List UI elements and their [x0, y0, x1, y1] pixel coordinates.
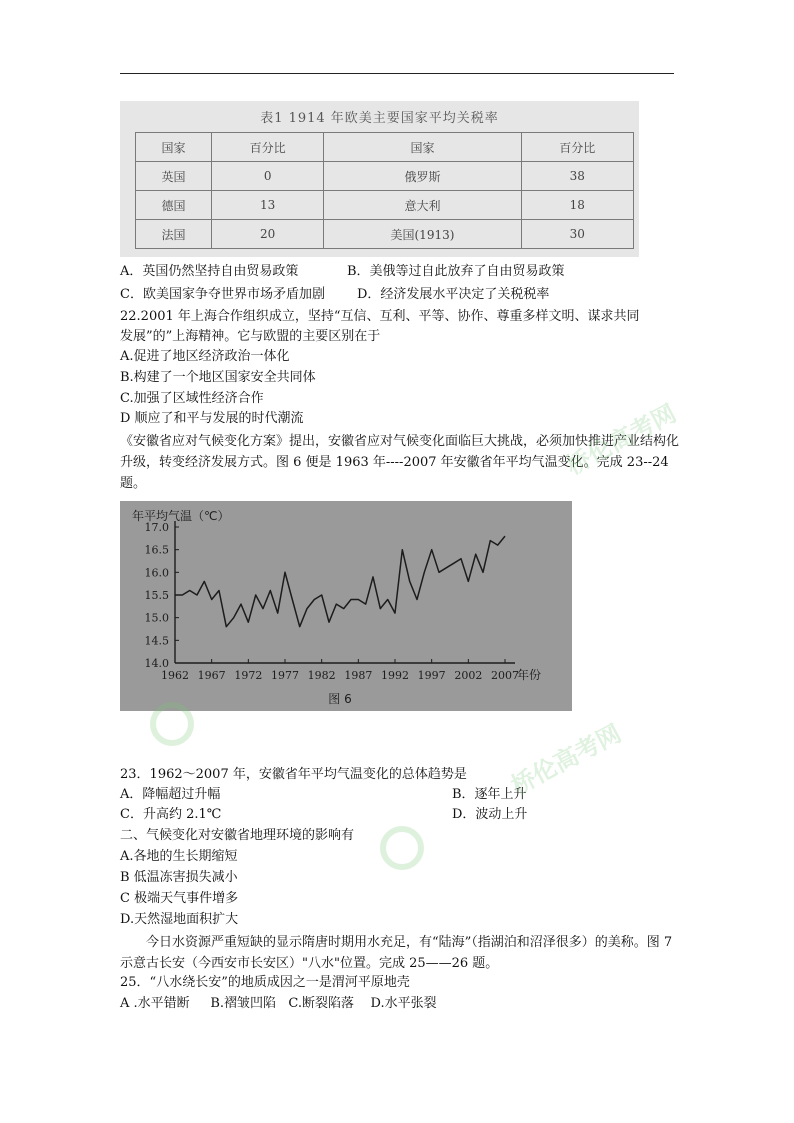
- y-tick-label: 16.0: [144, 566, 169, 580]
- q23-option-b: B．逐年上升: [452, 787, 527, 802]
- y-tick-label: 15.5: [144, 589, 169, 602]
- table-row: [136, 191, 634, 220]
- q22-stem-line2: 发展”的”上海精神。它与欧盟的主要区别在于: [120, 329, 381, 344]
- table-row: [136, 162, 634, 191]
- table-cell: 0: [211, 162, 323, 191]
- q24-stem: 二、气候变化对安徽省地理环境的影响有: [120, 828, 355, 843]
- x-tick-label: 1987: [344, 669, 373, 682]
- q22-option-b: B.构建了一个地区国家安全共同体: [120, 370, 316, 385]
- x-tick-label: 1992: [381, 669, 409, 682]
- header-rule: [120, 73, 674, 74]
- q21-option-d: D．经济发展水平决定了关税税率: [357, 287, 550, 302]
- table-title: 表1 1914 年欧美主要国家平均关税率: [260, 111, 499, 126]
- x-tick-label: 1977: [271, 669, 299, 682]
- y-tick-label: 17.0: [144, 521, 169, 534]
- q25-options: A .水平错断 B.褶皱凹陷 C.断裂陷落 D.水平张裂: [120, 996, 437, 1011]
- table-cell: 30: [521, 220, 633, 249]
- table-cell: 38: [521, 162, 633, 191]
- temperature-chart: [120, 501, 572, 711]
- x-tick-label: 1962: [161, 669, 189, 682]
- intro-25-26: 今日水资源严重短缺的显示隋唐时期用水充足，有“陆海”（指湖泊和沼泽很多）的美称。图 7 示意古长安（今西安市长安区）"八水"位置。完成 25——26 题。: [120, 935, 673, 971]
- q21-option-a: A．英国仍然坚持自由贸易政策: [120, 264, 299, 279]
- table-cell: 13: [211, 191, 323, 220]
- q24-option-d: D.天然湿地面积扩大: [120, 912, 239, 927]
- y-tick-label: 15.0: [144, 611, 169, 625]
- x-tick-label: 1997: [417, 669, 446, 682]
- table-cell: 20: [211, 220, 323, 249]
- table-cell: 英国: [136, 162, 212, 191]
- q24-option-b: B 低温冻害损失减小: [120, 870, 238, 885]
- tariff-table-image: [120, 101, 639, 257]
- watermark-logo-icon: [150, 702, 194, 746]
- watermark-text: 桥伦高考网: [561, 398, 681, 481]
- chart-caption: 图 6: [328, 692, 352, 706]
- tariff-table: [135, 132, 634, 249]
- table-header-cell: 百分比: [521, 133, 633, 162]
- q21-option-c: C．欧美国家争夺世界市场矛盾加剧: [120, 287, 325, 302]
- y-tick-label: 16.5: [144, 543, 169, 557]
- y-tick-label: 14.5: [144, 634, 169, 648]
- intro-23-24: 《安徽省应对气候变化方案》提出，安徽省应对气候变化面临巨大挑战，必须加快推进产业结构化升级，转变经济发展方式。图 6 便是 1963 年----2007 年安徽省年平均气温变化。完成 23--24 题。: [120, 434, 680, 491]
- table-header-cell: 百分比: [211, 133, 323, 162]
- temperature-series-line: [175, 536, 505, 627]
- y-axis-label: 年平均气温（℃）: [132, 509, 230, 523]
- table-cell: 法国: [136, 220, 212, 249]
- table-cell: 美国(1913): [324, 220, 521, 249]
- temperature-chart-image: [120, 501, 572, 711]
- watermark-logo-icon: [380, 826, 424, 870]
- y-tick-label: 14.0: [144, 657, 169, 670]
- x-tick-label: 2002: [454, 669, 483, 682]
- q22-option-a: A.促进了地区经济政治一体化: [120, 349, 290, 364]
- q23-option-a: A．降幅超过升幅: [120, 787, 221, 802]
- q21-option-b: B．美俄等过自此放弃了自由贸易政策: [347, 264, 565, 279]
- q22-stem-line1: 22.2001 年上海合作组织成立，坚持“互信、互利、平等、协作、尊重多样文明、谋求共同: [120, 309, 640, 324]
- x-tick-label: 1972: [234, 669, 263, 682]
- table-cell: 意大利: [324, 191, 521, 220]
- q22-option-c: C.加强了区域性经济合作: [120, 391, 264, 406]
- q23-option-d: D．波动上升: [452, 807, 528, 822]
- table-header-row: [136, 133, 634, 162]
- q23-stem: 23．1962～2007 年，安徽省年平均气温变化的总体趋势是: [120, 767, 467, 782]
- q22-option-d: D 顺应了和平与发展的时代潮流: [120, 411, 304, 426]
- x-tick-label: 2007: [491, 669, 519, 682]
- q23-option-c: C．升高约 2.1℃: [120, 807, 222, 822]
- table-header-cell: 国家: [324, 133, 521, 162]
- table-header-cell: 国家: [136, 133, 212, 162]
- x-tick-label: 1982: [307, 669, 336, 682]
- table-cell: 18: [521, 191, 633, 220]
- q24-option-c: C 极端天气事件增多: [120, 891, 239, 906]
- table-cell: 俄罗斯: [324, 162, 521, 191]
- x-axis-label: 年份: [517, 668, 542, 682]
- table-row: [136, 220, 634, 249]
- table-cell: 德国: [136, 191, 212, 220]
- q25-stem: 25．“八水绕长安”的地质成因之一是渭河平原地壳: [120, 975, 410, 990]
- q24-option-a: A.各地的生长期缩短: [120, 849, 238, 864]
- x-tick-label: 1967: [197, 669, 226, 682]
- watermark-text: 桥伦高考网: [506, 718, 626, 801]
